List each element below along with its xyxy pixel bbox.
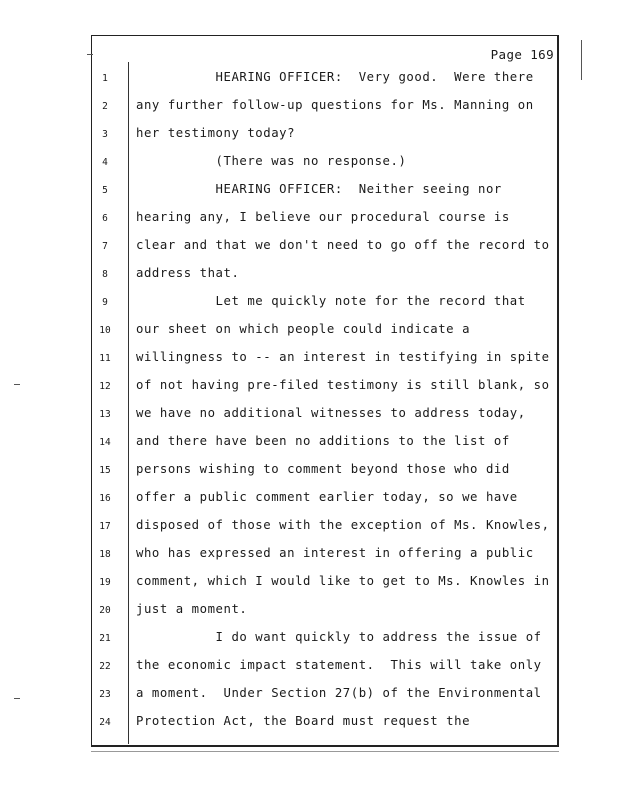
line-text: of not having pre-filed testimony is still blank, so bbox=[136, 378, 550, 392]
line-number: 2 bbox=[102, 101, 108, 112]
line-number: 20 bbox=[99, 605, 111, 616]
transcript-line bbox=[0, 518, 600, 536]
line-text: a moment. Under Section 27(b) of the Environmental bbox=[136, 686, 542, 700]
line-number: 10 bbox=[99, 325, 111, 336]
transcript-line bbox=[0, 266, 600, 284]
line-text: just a moment. bbox=[136, 602, 248, 616]
line-text: Protection Act, the Board must request the bbox=[136, 714, 471, 728]
line-number: 22 bbox=[99, 661, 111, 672]
line-text: any further follow-up questions for Ms. Manning on bbox=[136, 98, 534, 112]
transcript-line bbox=[0, 686, 600, 704]
line-number: 21 bbox=[99, 633, 111, 644]
line-text: (There was no response.) bbox=[136, 154, 407, 168]
line-text: Let me quickly note for the record that bbox=[136, 294, 526, 308]
line-text: disposed of those with the exception of Ms. Knowles, bbox=[136, 518, 550, 532]
line-text: the economic impact statement. This will take only bbox=[136, 658, 542, 672]
transcript-line bbox=[0, 546, 600, 564]
bottom-rule bbox=[91, 751, 559, 752]
line-number: 23 bbox=[99, 689, 111, 700]
transcript-line bbox=[0, 630, 600, 648]
page-number: Page 169 bbox=[490, 47, 554, 62]
line-number: 7 bbox=[102, 241, 108, 252]
line-number: 5 bbox=[102, 185, 108, 196]
line-text: persons wishing to comment beyond those who did bbox=[136, 462, 510, 476]
line-number: 18 bbox=[99, 549, 111, 560]
line-text: her testimony today? bbox=[136, 126, 296, 140]
line-text: we have no additional witnesses to address today, bbox=[136, 406, 526, 420]
line-number: 24 bbox=[99, 717, 111, 728]
transcript-line bbox=[0, 70, 600, 88]
transcript-line bbox=[0, 574, 600, 592]
line-text: hearing any, I believe our procedural course is bbox=[136, 210, 510, 224]
line-text: our sheet on which people could indicate a bbox=[136, 322, 471, 336]
transcript-line bbox=[0, 182, 600, 200]
transcript-line bbox=[0, 658, 600, 676]
line-number: 14 bbox=[99, 437, 111, 448]
transcript-line bbox=[0, 210, 600, 228]
line-number: 15 bbox=[99, 465, 111, 476]
transcript-line bbox=[0, 126, 600, 144]
transcript-line bbox=[0, 322, 600, 340]
line-number: 11 bbox=[99, 353, 111, 364]
transcript-line bbox=[0, 434, 600, 452]
line-text: address that. bbox=[136, 266, 240, 280]
line-text: clear and that we don't need to go off the record to bbox=[136, 238, 550, 252]
transcript-line bbox=[0, 490, 600, 508]
line-number: 12 bbox=[99, 381, 111, 392]
line-number: 16 bbox=[99, 493, 111, 504]
line-number: 3 bbox=[102, 129, 108, 140]
line-number: 4 bbox=[102, 157, 108, 168]
transcript-line bbox=[0, 378, 600, 396]
line-text: who has expressed an interest in offering a public bbox=[136, 546, 534, 560]
line-text: offer a public comment earlier today, so we have bbox=[136, 490, 518, 504]
line-number: 19 bbox=[99, 577, 111, 588]
transcript-line bbox=[0, 406, 600, 424]
transcript-line bbox=[0, 602, 600, 620]
margin-mark bbox=[87, 54, 93, 55]
line-number: 13 bbox=[99, 409, 111, 420]
transcript-line bbox=[0, 154, 600, 172]
transcript-line bbox=[0, 350, 600, 368]
line-text: willingness to -- an interest in testifying in spite bbox=[136, 350, 550, 364]
line-number: 17 bbox=[99, 521, 111, 532]
line-number: 9 bbox=[102, 297, 108, 308]
line-number: 8 bbox=[102, 269, 108, 280]
line-text: I do want quickly to address the issue of bbox=[136, 630, 542, 644]
line-number: 6 bbox=[102, 213, 108, 224]
transcript-line bbox=[0, 98, 600, 116]
transcript-line bbox=[0, 238, 600, 256]
line-text: HEARING OFFICER: Neither seeing nor bbox=[136, 182, 502, 196]
line-text: HEARING OFFICER: Very good. Were there bbox=[136, 70, 534, 84]
transcript-line bbox=[0, 462, 600, 480]
transcript-line bbox=[0, 714, 600, 732]
line-number: 1 bbox=[102, 73, 108, 84]
transcript-line bbox=[0, 294, 600, 312]
line-text: comment, which I would like to get to Ms. Knowles in bbox=[136, 574, 550, 588]
line-text: and there have been no additions to the list of bbox=[136, 434, 510, 448]
